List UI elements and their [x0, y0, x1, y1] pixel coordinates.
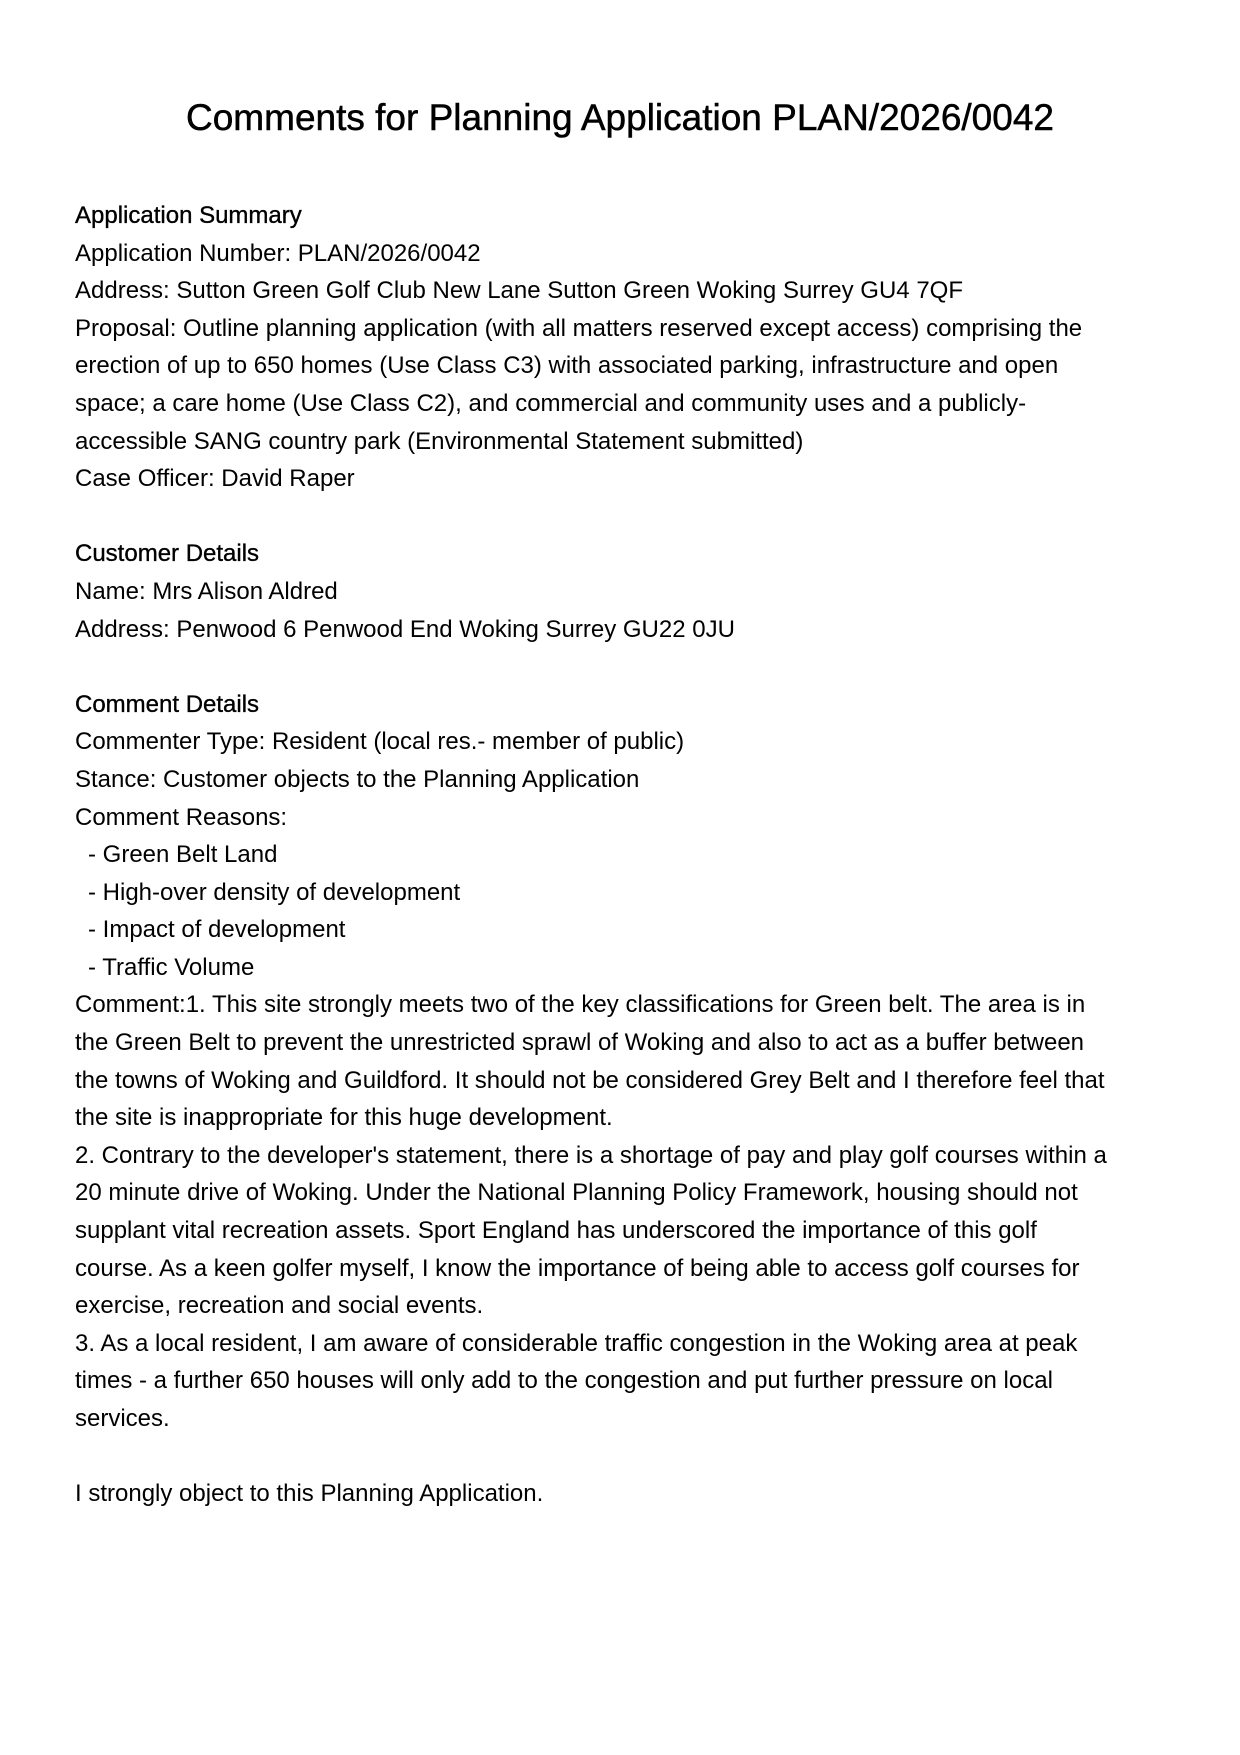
customer-name: Name: Mrs Alison Aldred — [75, 577, 338, 605]
comment-reason-item: - Green Belt Land — [88, 841, 278, 869]
proposal-line: space; a care home (Use Class C2), and commercial and community uses and a publicly- — [75, 389, 1027, 417]
case-officer: Case Officer: David Raper — [75, 465, 355, 493]
comment-reason-item: - Traffic Volume — [88, 953, 255, 981]
paragraph-spacer — [75, 1438, 1180, 1476]
comment-line: Comment:1. This site strongly meets two of the key classifications for Green belt. The area is in — [75, 991, 1086, 1019]
section-spacer — [75, 498, 1180, 536]
comment-line: supplant vital recreation assets. Sport England has underscored the importance of this golf — [75, 1217, 1037, 1245]
customer-address: Address: Penwood 6 Penwood End Woking Surrey GU22 0JU — [75, 615, 735, 643]
comment-reasons-label: Comment Reasons: — [75, 803, 288, 831]
commenter-type: Commenter Type: Resident (local res.- member of public) — [75, 728, 685, 756]
section-spacer — [75, 648, 1180, 686]
comment-line: the towns of Woking and Guildford. It should not be considered Grey Belt and I therefore feel that — [75, 1066, 1105, 1094]
comment-details-section — [75, 686, 1180, 1513]
comment-line: 3. As a local resident, I am aware of considerable traffic congestion in the Woking area at peak — [75, 1329, 1078, 1357]
comment-reason-item: - High-over density of development — [88, 878, 461, 906]
comment-line: course. As a keen golfer myself, I know the importance of being able to access golf courses for — [75, 1254, 1080, 1282]
closing-statement: I strongly object to this Planning Application. — [75, 1480, 544, 1508]
application-address: Address: Sutton Green Golf Club New Lane Sutton Green Woking Surrey GU4 7QF — [75, 277, 963, 305]
page-title: Comments for Planning Application PLAN/2026/0042 — [186, 97, 1054, 138]
comment-line: the Green Belt to prevent the unrestricted sprawl of Woking and also to act as a buffer between — [75, 1029, 1085, 1057]
proposal-line: Proposal: Outline planning application (with all matters reserved except access) comprising the — [75, 314, 1083, 342]
document-body — [75, 197, 1180, 1513]
comment-line: 20 minute drive of Woking. Under the National Planning Policy Framework, housing should not — [75, 1179, 1078, 1207]
proposal-line: accessible SANG country park (Environmental Statement submitted) — [75, 427, 804, 455]
proposal-line: erection of up to 650 homes (Use Class C3) with associated parking, infrastructure and open — [75, 352, 1059, 380]
application-number: Application Number: PLAN/2026/0042 — [75, 239, 481, 267]
comment-line: 2. Contrary to the developer's statement, there is a shortage of pay and play golf courses within a — [75, 1141, 1107, 1169]
customer-details-heading: Customer Details — [75, 540, 260, 568]
comment-reason-item: - Impact of development — [88, 916, 346, 944]
comment-details-heading: Comment Details — [75, 690, 260, 718]
stance: Stance: Customer objects to the Planning Application — [75, 765, 640, 793]
application-summary-section — [75, 197, 1180, 498]
comment-line: services. — [75, 1405, 170, 1432]
comment-line: times - a further 650 houses will only add to the congestion and put further pressure on local — [75, 1367, 1053, 1395]
comment-line: exercise, recreation and social events. — [75, 1292, 484, 1320]
customer-details-section — [75, 535, 1180, 648]
application-summary-heading: Application Summary — [75, 202, 302, 229]
comment-line: the site is inappropriate for this huge development. — [75, 1104, 613, 1132]
